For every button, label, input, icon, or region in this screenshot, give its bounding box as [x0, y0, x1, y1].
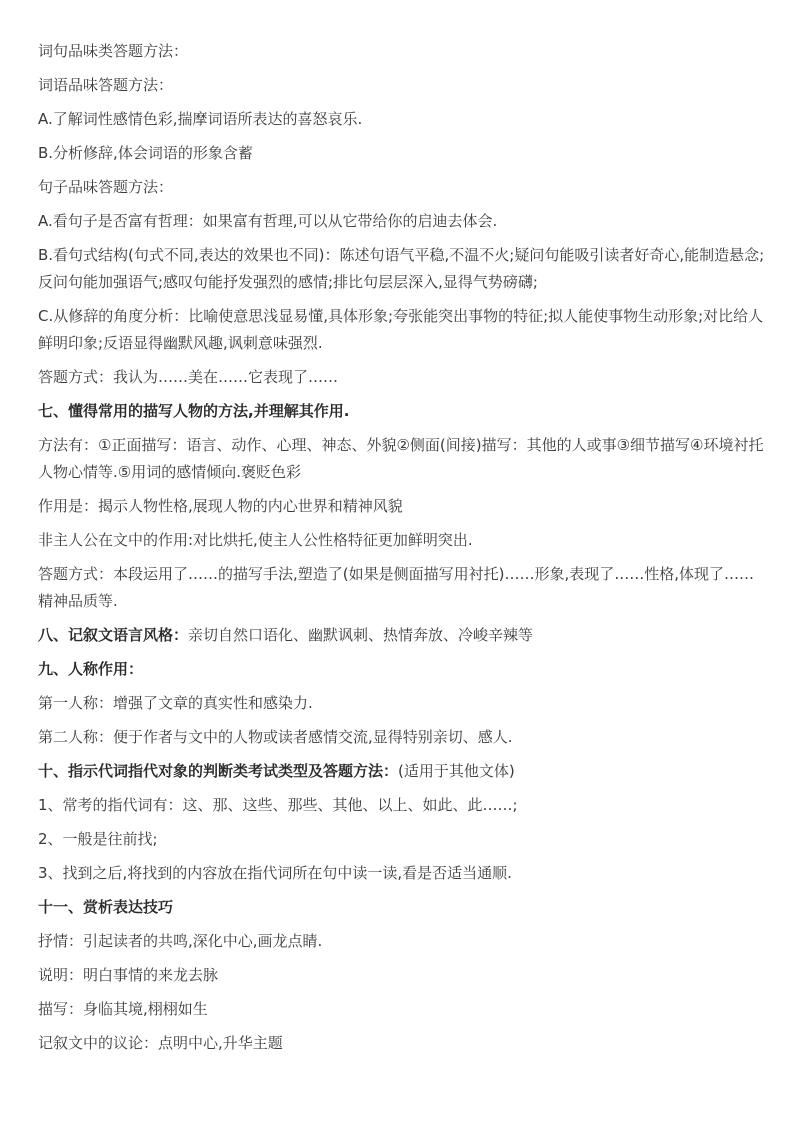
- section-heading: 九、人称作用：: [38, 660, 144, 678]
- paragraph: A.了解词性感情色彩,揣摩词语所表达的喜怒哀乐.: [38, 110, 363, 128]
- paragraph: 抒情：引起读者的共鸣,深化中心,画龙点睛.: [38, 932, 323, 950]
- paragraph: 第二人称：便于作者与文中的人物或读者感情交流,显得特别亲切、感人.: [38, 728, 513, 746]
- paragraph: 答题方式：我认为……美在……它表现了……: [38, 368, 339, 386]
- list-item: 1、常考的指代词有：这、那、这些、那些、其他、以上、如此、此……;: [38, 796, 518, 814]
- section-heading: 七、懂得常用的描写人物的方法,并理解其作用.: [38, 402, 350, 420]
- paragraph: 记叙文中的议论：点明中心,升华主题: [38, 1034, 283, 1052]
- section-heading: 十、指示代词指代对象的判断类考试类型及答题方法：: [38, 762, 399, 780]
- paragraph: [38, 622, 768, 649]
- heading-note: (适用于其他文体): [398, 762, 515, 780]
- paragraph: B.看句式结构(句式不同,表达的效果也不同)：陈述句语气平稳,不温不火;疑问句能吸引读者好奇心,能制造悬念;反问句能加强语气;感叹句能抒发强烈的感情;排比句层层深入,显得气势磅礴;: [38, 246, 765, 291]
- heading-detail: 亲切自然口语化、幽默讽刺、热情奔放、冷峻辛辣等: [188, 626, 534, 644]
- section-heading: 十一、赏析表达技巧: [38, 898, 174, 916]
- paragraph: B.分析修辞,体会词语的形象含蓄: [38, 144, 253, 162]
- paragraph: 说明：明白事情的来龙去脉: [38, 966, 219, 984]
- sub-heading: 词语品味答题方法：: [38, 76, 174, 94]
- paragraph: [38, 758, 768, 785]
- paragraph: 描写：身临其境,栩栩如生: [38, 1000, 208, 1018]
- paragraph: 第一人称：增强了文章的真实性和感染力.: [38, 694, 313, 712]
- paragraph: 作用是：揭示人物性格,展现人物的内心世界和精神风貌: [38, 497, 403, 515]
- list-item: 2、一般是往前找;: [38, 830, 158, 848]
- sub-heading: 句子品味答题方法：: [38, 178, 174, 196]
- paragraph: 方法有：①正面描写：语言、动作、心理、神态、外貌②侧面(间接)描写：其他的人或事③细节描写④环境衬托人物心情等.⑤用词的感情倾向.褒贬色彩: [38, 436, 764, 481]
- section-heading: 词句品味类答题方法：: [38, 42, 189, 60]
- paragraph: 答题方式：本段运用了……的描写手法,塑造了(如果是侧面描写用衬托)……形象,表现了……性格,体现了……精神品质等.: [38, 565, 755, 610]
- document-page: [38, 38, 768, 1064]
- paragraph: A.看句子是否富有哲理：如果富有哲理,可以从它带给你的启迪去体会.: [38, 212, 498, 230]
- paragraph: 非主人公在文中的作用:对比烘托,使主人公性格特征更加鲜明突出.: [38, 531, 473, 549]
- list-item: 3、找到之后,将找到的内容放在指代词所在句中读一读,看是否适当通顺.: [38, 864, 512, 882]
- paragraph: C.从修辞的角度分析：比喻使意思浅显易懂,具体形象;夸张能突出事物的特征;拟人能使事物生动形象;对比给人鲜明印象;反语显得幽默风趣,讽刺意味强烈.: [38, 307, 764, 352]
- section-heading: 八、记叙文语言风格：: [38, 626, 189, 644]
